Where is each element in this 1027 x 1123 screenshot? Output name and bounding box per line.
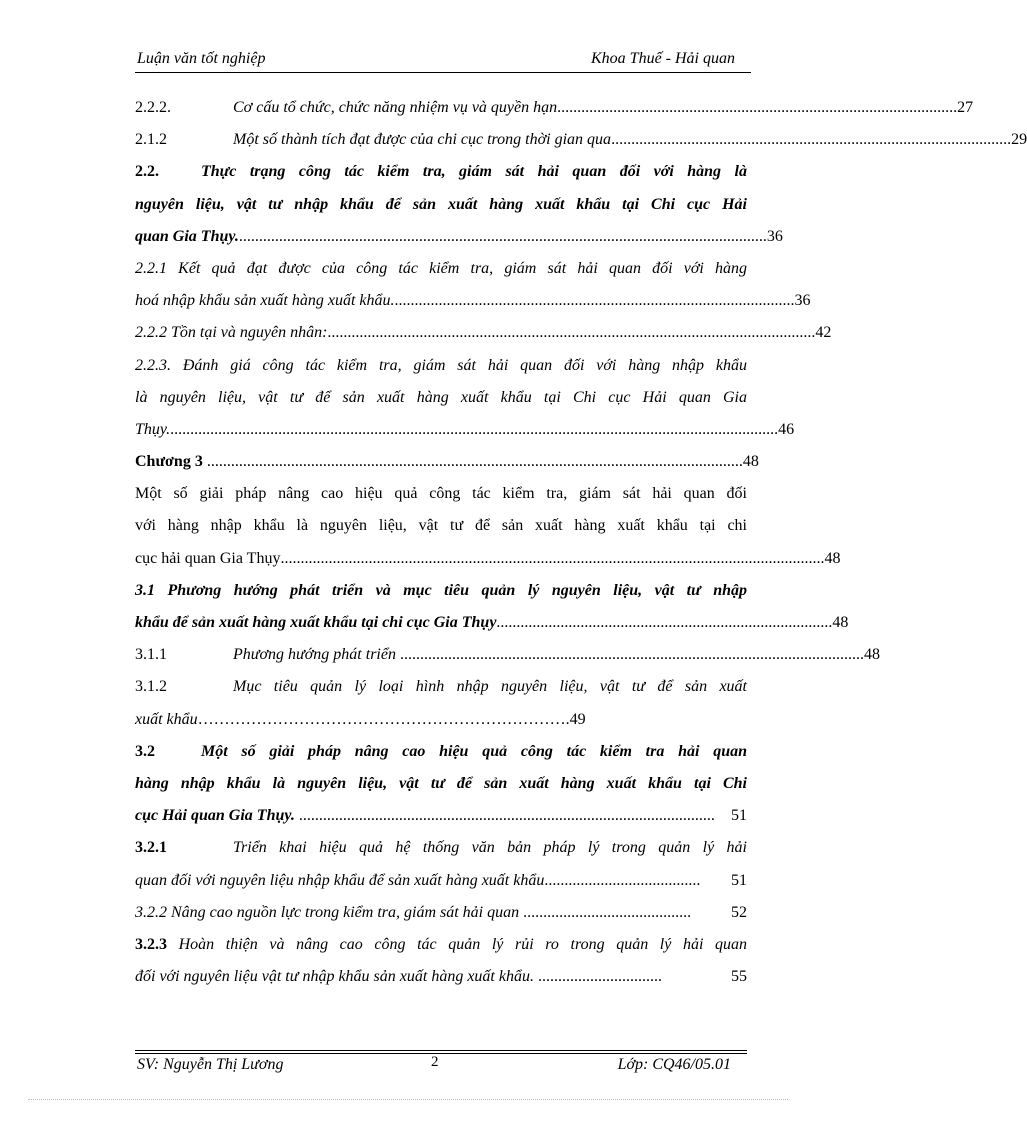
toc-entry-title: Mục tiêu quản lý loại hình nhập nguyên liệu, vật tư để sản xuất (233, 678, 747, 696)
toc-leader: ....................................... (544, 871, 701, 889)
toc-entry (135, 92, 974, 124)
toc-entry-page: 48 (742, 453, 759, 471)
toc-entry-title: Một số thành tích đạt được của chi cục trong thời gian qua (233, 131, 612, 149)
toc-entry (135, 704, 747, 736)
toc-entry (135, 897, 747, 929)
toc-entry-title: 2.2.2 Tồn tại và nguyên nhân: (135, 324, 328, 342)
toc-entry (135, 124, 1027, 156)
toc-entry-line (135, 156, 747, 188)
footer-class: Lớp: CQ46/05.01 (617, 1056, 731, 1073)
toc-entry-title: cục Hải quan Gia Thụy. (135, 807, 295, 825)
toc-entry (135, 607, 849, 639)
toc-entry-line: là nguyên liệu, vật tư để sản xuất hàng xuất khẩu tại Chi cục Hải quan Gia (135, 388, 747, 406)
toc-leader: ……………………………………………………………. (197, 710, 570, 728)
toc-leader: .................................................................................................... (557, 99, 958, 116)
toc-entry-number: 2.2. (135, 163, 159, 181)
header-thesis-title: Luận văn tốt nghiệp (137, 50, 266, 67)
toc-entry-line (135, 832, 747, 864)
toc-entry-title: Hoàn thiện và nâng cao công tác quản lý rủi ro trong quản lý hải quan (178, 935, 747, 953)
table-of-contents (135, 92, 1027, 993)
toc-entry-number: 3.2.3 (135, 935, 167, 953)
toc-leader: .................................................................................................................... (395, 646, 864, 664)
header-faculty: Khoa Thuế - Hải quan (591, 50, 735, 67)
toc-entry-line: 2.2.3. Đánh giá công tác kiểm tra, giám sát hải quan đối với hàng nhập khẩu (135, 356, 747, 374)
page-header (135, 48, 751, 70)
toc-entry-page: 51 (731, 871, 747, 889)
footer-rule (135, 1050, 747, 1051)
toc-entry-number: 3.1.1 (135, 646, 167, 664)
toc-entry-title: quan Gia Thụy. (135, 227, 239, 245)
toc-entry (135, 639, 880, 671)
toc-entry-title: đối với nguyên liệu vật tư nhập khẩu sản xuất hàng xuất khẩu. (135, 968, 534, 986)
toc-leader: .......................................... (519, 903, 692, 921)
toc-entry-number: 2.1.2 (135, 131, 167, 149)
toc-leader: .................................................................................................... (394, 292, 795, 310)
toc-entry (135, 285, 811, 317)
toc-entry-page: 48 (863, 646, 880, 664)
toc-entry (135, 221, 783, 253)
toc-entry (135, 317, 832, 349)
toc-entry (135, 446, 759, 478)
page-footer (135, 1054, 747, 1078)
toc-entry-line: 3.1 Phương hướng phát triển và mục tiêu quản lý nguyên liệu, vật tư nhập (135, 581, 747, 599)
toc-entry-page: 36 (794, 292, 811, 310)
toc-entry-page: 51 (731, 807, 747, 825)
toc-entry-line (135, 929, 747, 961)
toc-entry-number: 3.1.2 (135, 678, 167, 696)
toc-entry-title: Thụy. (135, 420, 171, 438)
toc-entry-page: 36 (766, 227, 783, 245)
toc-entry-title: Phương hướng phát triển (233, 646, 396, 664)
toc-entry (135, 414, 795, 446)
toc-entry-title: quan đối với nguyên liệu nhập khẩu để sản xuất hàng xuất khẩu (135, 871, 545, 889)
toc-entry-line: hàng nhập khẩu là nguyên liệu, vật tư để sản xuất hàng xuất khẩu tại Chi (135, 774, 747, 792)
toc-entry-title: xuất khẩu (135, 710, 198, 728)
toc-entry-line: nguyên liệu, vật tư nhập khẩu để sản xuất hàng xuất khẩu tại Chi cục Hải (135, 195, 747, 213)
toc-entry-line: với hàng nhập khẩu là nguyên liệu, vật tư để sản xuất hàng xuất khẩu tại chi (135, 517, 747, 535)
toc-entry (135, 865, 747, 897)
toc-entry-page: 29 (1011, 131, 1027, 149)
toc-entry-title: Triển khai hiệu quả hệ thống văn bản pháp lý trong quản lý hải (233, 839, 747, 857)
toc-entry-page: 55 (731, 968, 747, 986)
footer-student-name: SV: Nguyễn Thị Lương (137, 1056, 284, 1073)
toc-entry-page: 42 (815, 324, 832, 342)
toc-entry (135, 800, 747, 832)
toc-entry-title: khẩu để sản xuất hàng xuất khẩu tại chi cục Gia Thụy (135, 614, 497, 631)
toc-entry-line (135, 736, 747, 768)
toc-entry-title: Một số giải pháp nâng cao hiệu quả công tác kiểm tra hải quan (201, 742, 747, 760)
toc-leader: ........................................................................................................ (294, 807, 715, 825)
toc-entry-line: Một số giải pháp nâng cao hiệu quả công tác kiểm tra, giám sát hải quan đối (135, 485, 747, 503)
toc-chapter-title: Chương 3 (135, 453, 203, 471)
toc-entry-title: 3.2.2 Nâng cao nguồn lực trong kiểm tra, giám sát hải quan (135, 903, 520, 921)
toc-entry-page: 46 (778, 420, 795, 438)
toc-leader: ........................................................................................................................................ (280, 549, 825, 567)
toc-entry-title: Cơ cấu tổ chức, chức năng nhiệm vụ và quyền hạn (233, 99, 558, 116)
toc-leader: ........................................................................................................................................................ (170, 420, 779, 438)
toc-entry-title: hoá nhập khẩu sản xuất hàng xuất khẩu. (135, 292, 395, 310)
toc-leader: .................................................................................................................................... (238, 227, 767, 245)
toc-entry-page: 52 (731, 903, 747, 921)
toc-entry-title: cục hải quan Gia Thụy (135, 549, 281, 567)
toc-entry-page: 48 (824, 549, 841, 567)
header-rule (135, 72, 751, 73)
toc-entry-number: 3.2 (135, 742, 155, 760)
toc-entry (135, 543, 841, 575)
toc-entry-line (135, 671, 747, 703)
page-bottom-border (28, 1099, 788, 1100)
toc-entry-title: Thực trạng công tác kiểm tra, giám sát hải quan đối với hàng là (201, 163, 747, 181)
toc-leader: .................................................................................... (496, 614, 833, 631)
toc-leader: ...................................................................................................................................... (202, 453, 743, 471)
toc-entry-line: 2.2.1 Kết quả đạt được của công tác kiểm tra, giám sát hải quan đối với hàng (135, 259, 747, 277)
page-number: 2 (431, 1054, 439, 1070)
toc-entry (135, 961, 747, 993)
toc-leader: .................................................................................................... (611, 131, 1012, 149)
toc-entry-number: 3.2.1 (135, 839, 167, 857)
toc-entry-page: 27 (957, 99, 974, 116)
toc-entry-number: 2.2.2. (135, 99, 171, 116)
toc-entry-page: 49 (569, 710, 586, 728)
toc-entry-page: 48 (832, 614, 849, 631)
toc-leader: ............................... (533, 968, 662, 986)
toc-leader: .......................................................................................................................... (327, 324, 816, 342)
